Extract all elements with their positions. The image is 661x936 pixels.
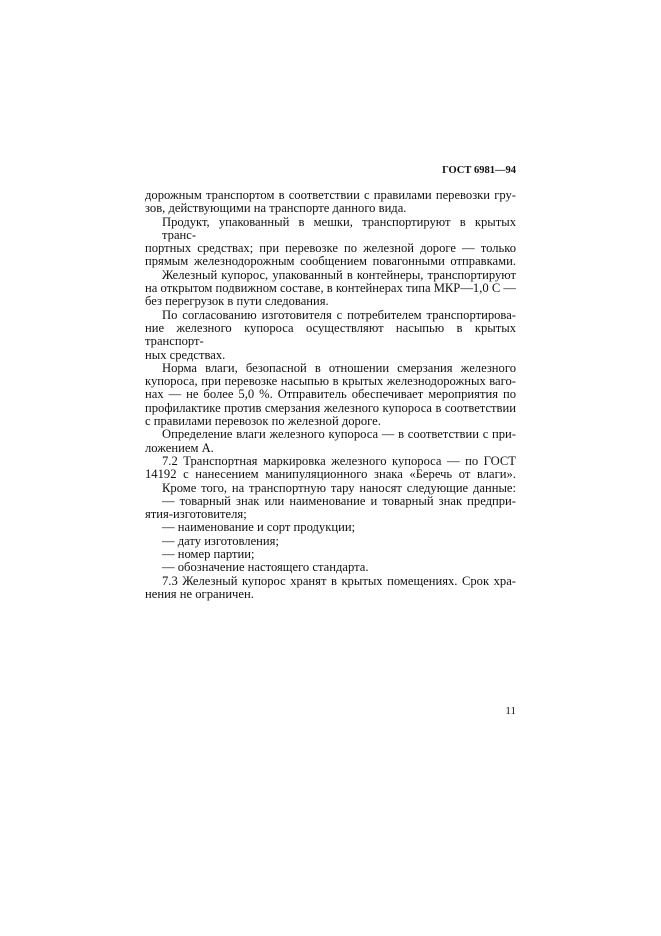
text-line: — товарный знак или наименование и товарный знак предпри- — [162, 493, 516, 508]
text-line: прямым железнодорожным сообщением повагонными отправками. — [145, 254, 516, 269]
text-line: — обозначение настоящего стандарта. — [162, 560, 369, 575]
text-line: нения не ограничен. — [145, 586, 254, 601]
text-line: ложением А. — [145, 440, 214, 455]
text-line: профилактике против смерзания железного купороса в соответствии — [145, 400, 516, 415]
text-line: — дату изготовления; — [162, 533, 279, 548]
text-line: ятия-изготовителя; — [145, 507, 247, 522]
text-line: Железный купорос, упакованный в контейнеры, транспортируют — [162, 267, 516, 282]
text-line: с правилами перевозок по железной дороге. — [145, 414, 381, 429]
text-line: дорожным транспортом в соответствии с правилами перевозки гру- — [145, 188, 516, 202]
text-line: ние железного купороса осуществляют насыпью в крытых транспорт- — [145, 320, 516, 349]
text-line: зов, действующими на транспорте данного вида. — [145, 201, 407, 216]
text-line: 7.2 Транспортная маркировка железного купороса — по ГОСТ — [162, 453, 516, 468]
text-line: 7.3 Железный купорос хранят в крытых помещениях. Срок хра- — [162, 573, 516, 588]
text-line: По согласованию изготовителя с потребителем транспортирова- — [162, 307, 516, 322]
text-line: — номер партии; — [162, 547, 255, 562]
document-body — [145, 189, 516, 601]
page-number: 11 — [505, 705, 516, 717]
text-line: 14192 с нанесением манипуляционного знака «Беречь от влаги». — [145, 467, 516, 482]
text-line: — наименование и сорт продукции; — [162, 520, 356, 535]
text-line: портных средствах; при перевозке по железной дороге — только — [145, 241, 516, 256]
text-line: Определение влаги железного купороса — в соответствии с при- — [162, 427, 516, 442]
text-line: на открытом подвижном составе, в контейнерах типа МКР—1,0 С — — [145, 281, 516, 296]
text-line: Кроме того, на транспортную тару наносят следующие данные: — [162, 480, 516, 495]
text-line: ных средствах. — [145, 347, 226, 362]
text-line: купороса, при перевозке насыпью в крытых железнодорожных ваго- — [145, 374, 516, 389]
document-header: ГОСТ 6981—94 — [442, 165, 516, 176]
text-line: нах — не более 5,0 %. Отправитель обеспечивает мероприятия по — [145, 387, 516, 402]
text-line: без перегрузок в пути следования. — [145, 294, 329, 309]
text-line: Норма влаги, безопасной в отношении смерзания железного — [162, 360, 516, 375]
text-line: Продукт, упакованный в мешки, транспортируют в крытых транс- — [162, 214, 516, 242]
